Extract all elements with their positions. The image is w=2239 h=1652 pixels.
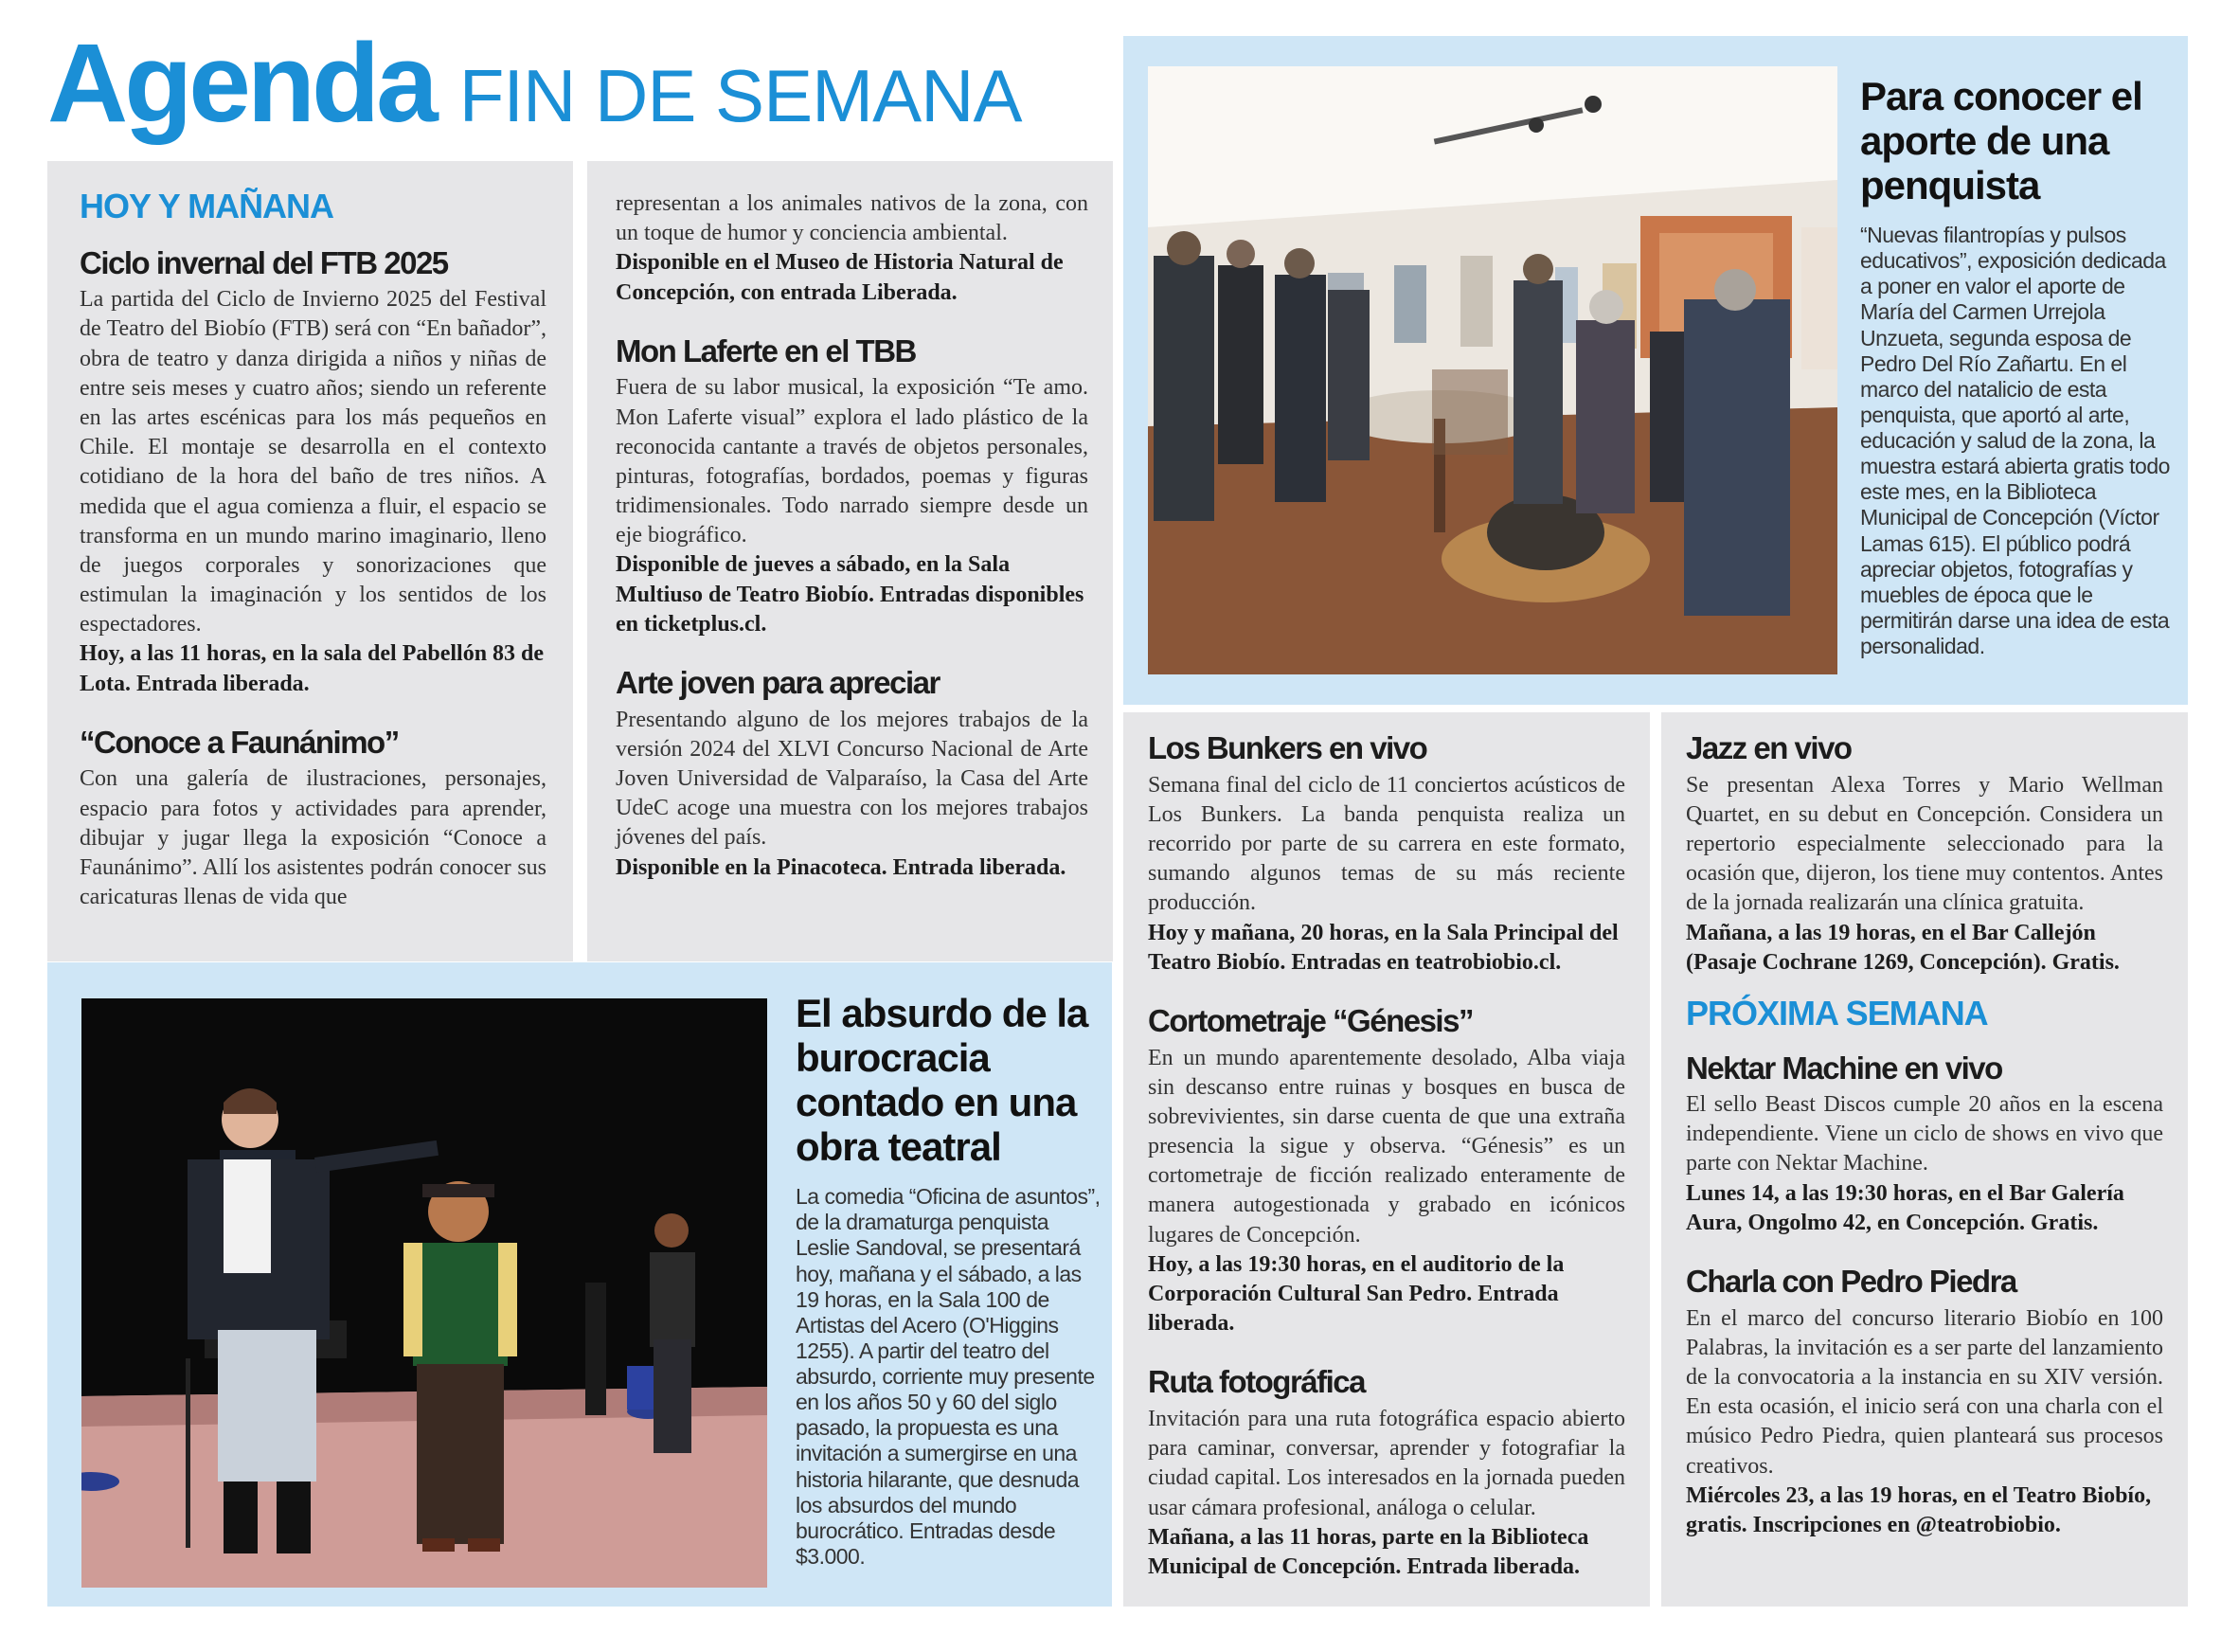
article-title: Los Bunkers en vivo (1148, 730, 1427, 765)
column-musica-proxima-semana (1661, 712, 2188, 1607)
article-mon-laferte (616, 332, 1088, 639)
column-eventos (1123, 712, 1650, 1607)
article-info: Miércoles 23, a las 19 horas, en el Teatro Biobío, gratis. Inscripciones en @teatrobiobio. (1686, 1482, 2152, 1537)
article-info: Mañana, a las 11 horas, parte en la Biblioteca Municipal de Concepción. Entrada liberada. (1148, 1524, 1589, 1579)
article-title: Charla con Pedro Piedra (1686, 1264, 2016, 1300)
article-title: Ciclo invernal del FTB 2025 (80, 244, 448, 280)
article-body: En el marco del concurso literario Biobío en 100 Palabras, la invitación es a ser parte del lanzamiento de la convocatoria a la instancia en su XIV versión. En esta ocasión, el inicio será con una charla con el músico Pedro Piedra, quien planteará sus procesos creativos. (1686, 1305, 2163, 1479)
section-heading-proxima-semana: PRÓXIMA SEMANA (1686, 993, 1988, 1032)
article-body: Presentando alguno de los mejores trabajos de la versión 2024 del XLVI Concurso Nacional de Arte Joven Universidad de Valparaíso, la Casa del Arte UdeC acoge una muestra con los mejores trabajos jóvenes del país. (616, 707, 1088, 851)
article-body: El sello Beast Discos cumple 20 años en la escena independiente. Viene un ciclo de shows en vivo que parte con Nektar Machine. (1686, 1092, 2163, 1176)
article-arte-joven (616, 664, 1088, 883)
masthead-subtitle: FIN DE SEMANA (458, 54, 1022, 137)
article-title: Jazz en vivo (1686, 730, 1852, 765)
gallery-exhibition-photo (1148, 66, 1837, 674)
feature-body: “Nuevas filantropías y pulsos educativos”, exposición dedicada a poner en valor el aporte de María del Carmen Urrejola Unzueta, segunda esposa de Pedro Del Río Zañartu. En el marco del natalicio de esta penquista, que aportó al arte, educación y salud de la zona, la muestra estará abierta gratis todo este mes, en la Biblioteca Municipal de Concepción (Víctor Lamas 615). El público podrá apreciar objetos, fotografías y muebles de época que le permitirán darse una idea de esta personalidad. (1860, 223, 2170, 659)
article-info: Disponible en el Museo de Historia Natural de Concepción, con entrada Liberada. (616, 250, 1064, 305)
article-body: Invitación para una ruta fotográfica espacio abierto para caminar, conversar, aprender y fotografiar la ciudad capital. Los interesados en la jornada pueden usar cámara profesional, análoga o celular. (1148, 1406, 1625, 1520)
article-title: Arte joven para apreciar (616, 665, 940, 701)
article-info: Hoy, a las 11 horas, en la sala del Pabellón 83 de Lota. Entrada liberada. (80, 641, 545, 696)
feature-headline: El absurdo de la burocracia contado en una obra teatral (796, 991, 1088, 1170)
article-body: Con una galería de ilustraciones, personajes, espacio para fotos y actividades para aprender, dibujar y jugar llega la exposición “Conoce a Faunánimo”. Allí los asistentes podrán conocer sus caricaturas llenas de vida que (80, 766, 546, 910)
feature-headline: Para conocer el aporte de una penquista (1860, 74, 2142, 208)
article-faunanimo-continued (616, 189, 1088, 308)
article-body: La partida del Ciclo de Invierno 2025 del Festival de Teatro del Biobío (FTB) será con “En bañador”, obra de teatro y danza dirigida a niños y niñas de entre seis meses y cuatro años; siendo un referente en las artes escénicas para los más pequeños en Chile. El montaje se desarrolla en el contexto cotidiano de la hora del baño de tres niños. A medida que el agua comienza a fluir, el espacio se transforma en un mundo marino imaginario, lleno de juegos corporales y sonorizaciones que estimulan la imaginación y los sentidos de los espectadores. (80, 287, 546, 637)
article-los-bunkers (1148, 729, 1625, 978)
article-info: Disponible en la Pinacoteca. Entrada liberada. (616, 854, 1066, 880)
article-genesis (1148, 1002, 1625, 1338)
article-info: Mañana, a las 19 horas, en el Bar Callejón (Pasaje Cochrane 1269, Concepción). Gratis. (1686, 920, 2120, 975)
feature-burocracia (47, 962, 1112, 1607)
feature-burocracia-text (796, 991, 1101, 1570)
article-info: Disponible de jueves a sábado, en la Sala Multiuso de Teatro Biobío. Entradas disponibles en ticketplus.cl. (616, 552, 1084, 637)
article-info: Hoy y mañana, 20 horas, en la Sala Principal del Teatro Biobío. Entradas en teatrobiobio.cl. (1148, 920, 1619, 975)
feature-penquista-text (1860, 74, 2173, 659)
article-info: Hoy, a las 19:30 horas, en el auditorio de la Corporación Cultural San Pedro. Entrada liberada. (1148, 1251, 1565, 1337)
section-heading-hoy: HOY Y MAÑANA (80, 187, 334, 225)
article-title: Mon Laferte en el TBB (616, 332, 916, 368)
article-body: Se presentan Alexa Torres y Mario Wellman Quartet, en su debut en Concepción. Considera un repertorio especialmente seleccionado para la ocasión que, dijeron, los tiene muy contentos. Antes de la jornada realizarán una clínica gratuita. (1686, 772, 2163, 916)
article-body: representan a los animales nativos de la zona, con un toque de humor y conciencia ambiental. (616, 191, 1088, 246)
column-hoy-manana (47, 161, 573, 961)
masthead (47, 19, 1118, 152)
article-info: Lunes 14, a las 19:30 horas, en el Bar Galería Aura, Ongolmo 42, en Concepción. Gratis. (1686, 1180, 2124, 1235)
article-title: Nektar Machine en vivo (1686, 1050, 2002, 1086)
article-ciclo-invernal (80, 244, 546, 699)
feature-penquista (1123, 36, 2188, 705)
article-title: Cortometraje “Génesis” (1148, 1002, 1473, 1038)
article-pedro-piedra (1686, 1263, 2163, 1540)
article-nektar-machine (1686, 1050, 2163, 1239)
article-body: En un mundo aparentemente desolado, Alba viaja sin descanso entre ruinas y bosques en busca de sobrevivientes, sin darse cuenta de que una extraña presencia la sigue y observa. “Génesis” es un cortometraje de ficción realizado enteramente de manera autogestionada y grabado en icónicos lugares de Concepción. (1148, 1045, 1625, 1248)
exhibition-photo-illustration (1148, 66, 1837, 674)
article-ruta-fotografica (1148, 1363, 1625, 1582)
theatre-photo-illustration (81, 998, 767, 1588)
article-title: “Conoce a Faunánimo” (80, 724, 399, 760)
theatre-play-photo (81, 998, 767, 1588)
masthead-title: Agenda (47, 21, 435, 146)
feature-body: La comedia “Oficina de asuntos”, de la dramaturga penquista Leslie Sandoval, se presentará hoy, mañana y el sábado, a las 19 horas, en la Sala 100 de Artistas del Acero (O'Higgins 1255). A partir del teatro del absurdo, corriente muy presente en los años 50 y 60 del siglo pasado, la propuesta es una invitación a sumergirse en una historia hilarante, que desnuda los absurdos del mundo burocrático. Entradas desde $3.000. (796, 1184, 1101, 1569)
article-title: Ruta fotográfica (1148, 1364, 1366, 1400)
article-faunanimo (80, 724, 546, 913)
article-body: Semana final del ciclo de 11 conciertos acústicos de Los Bunkers. La banda penquista realiza un recorrido por parte de su carrera en este formato, sumando algunos temas de su más reciente producción. (1148, 772, 1625, 916)
article-jazz-en-vivo (1686, 729, 2163, 978)
column-exposiciones (587, 161, 1113, 961)
article-body: Fuera de su labor musical, la exposición “Te amo. Mon Laferte visual” explora el lado plástico de la reconocida cantante a través de objetos personales, pinturas, fotografías, bordados, poemas y figuras tridimensionales. Todo narrado siempre desde un eje biográfico. (616, 375, 1088, 548)
